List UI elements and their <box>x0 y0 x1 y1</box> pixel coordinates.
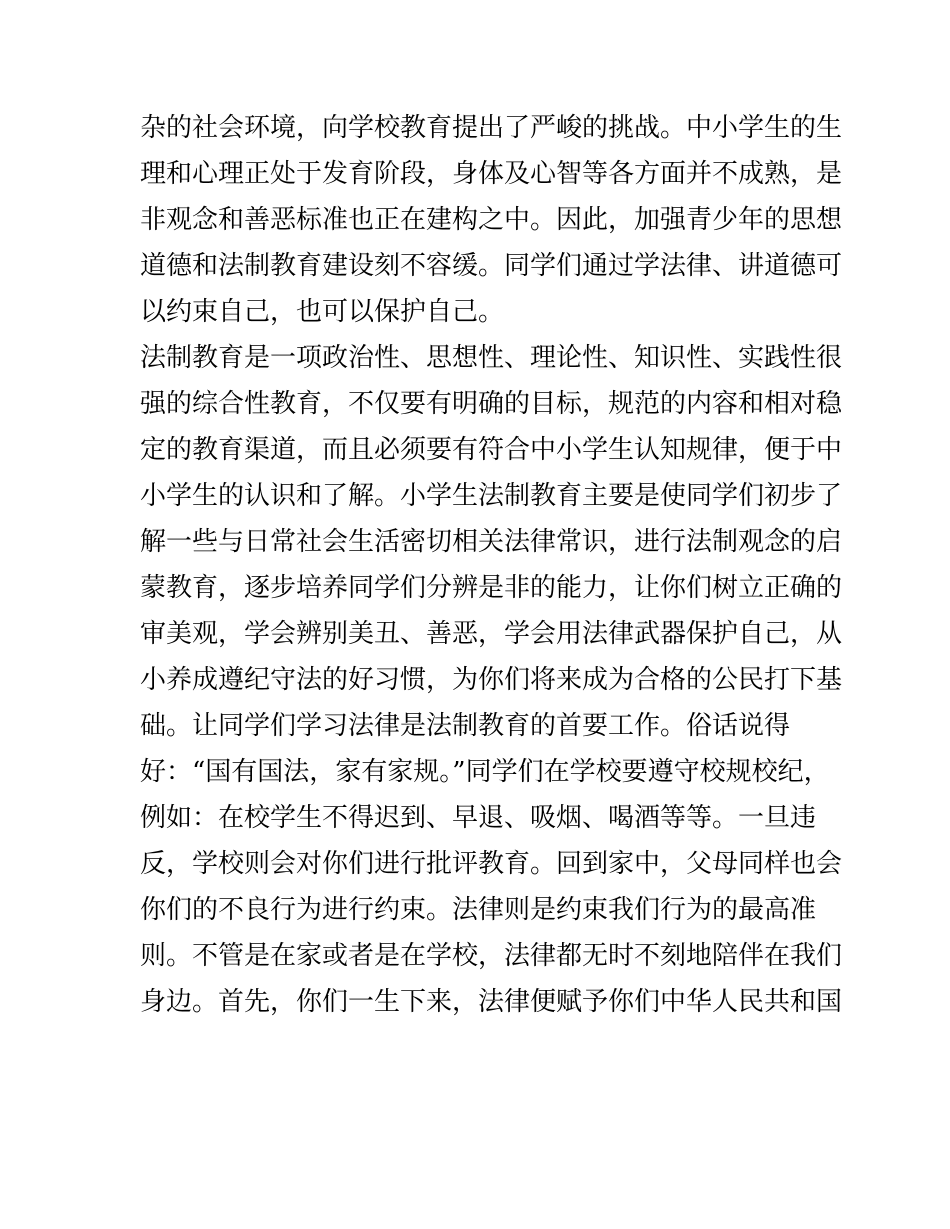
text-line: 小学生的认识和了解。小学生法制教育主要是使同学们初步了 <box>140 481 843 511</box>
text-line: 例如：在校学生不得迟到、早退、吸烟、喝酒等等。一旦违 <box>140 803 817 833</box>
text-line: 以约束自己，也可以保护自己。 <box>140 297 505 327</box>
text-line: 则。不管是在家或者是在学校，法律都无时不刻地陪伴在我们 <box>140 941 843 971</box>
text-line: 定的教育渠道，而且必须要有符合中小学生认知规律，便于中 <box>140 435 843 465</box>
text-line: 小养成遵纪守法的好习惯，为你们将来成为合格的公民打下基 <box>140 665 843 695</box>
text-line: 杂的社会环境，向学校教育提出了严峻的挑战。中小学生的生 <box>140 113 843 143</box>
text-line: 好：“国有国法，家有家规。”同学们在学校要遵守校规校纪， <box>140 757 830 787</box>
text-line: 法制教育是一项政治性、思想性、理论性、知识性、实践性很 <box>140 343 843 373</box>
text-line: 你们的不良行为进行约束。法律则是约束我们行为的最高准 <box>140 895 817 925</box>
body-text <box>140 105 843 1025</box>
text-line: 道德和法制教育建设刻不容缓。同学们通过学法律、讲道德可 <box>140 251 843 281</box>
text-line: 蒙教育，逐步培养同学们分辨是非的能力，让你们树立正确的 <box>140 573 843 603</box>
text-line: 非观念和善恶标准也正在建构之中。因此，加强青少年的思想 <box>140 205 843 235</box>
text-line: 强的综合性教育，不仅要有明确的目标，规范的内容和相对稳 <box>140 389 843 419</box>
text-line: 础。让同学们学习法律是法制教育的首要工作。俗话说得 <box>140 711 791 741</box>
text-line: 理和心理正处于发育阶段，身体及心智等各方面并不成熟，是 <box>140 159 843 189</box>
text-line: 反，学校则会对你们进行批评教育。回到家中，父母同样也会 <box>140 849 843 879</box>
text-line: 审美观，学会辨别美丑、善恶，学会用法律武器保护自己，从 <box>140 619 843 649</box>
text-line: 身边。首先，你们一生下来，法律便赋予你们中华人民共和国 <box>140 987 843 1017</box>
text-line: 解一些与日常社会生活密切相关法律常识，进行法制观念的启 <box>140 527 843 557</box>
